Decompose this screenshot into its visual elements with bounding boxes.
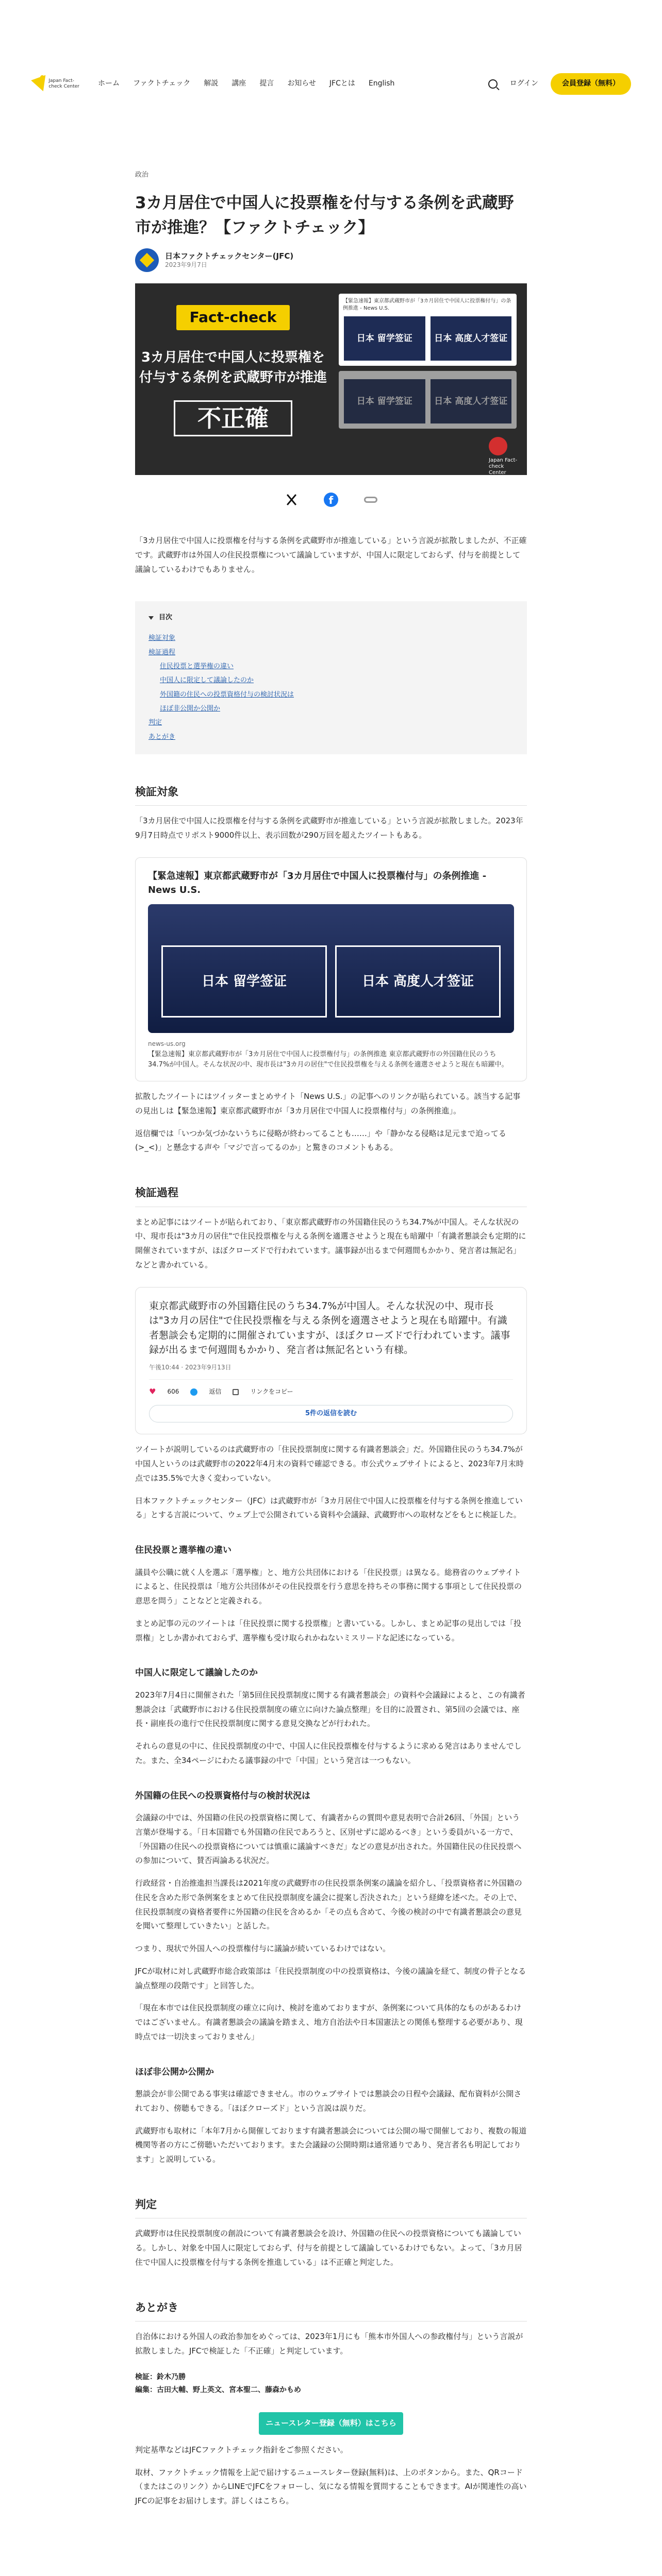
read-replies-button[interactable]: 5件の返信を読む bbox=[149, 1405, 513, 1422]
credit-verifier: 検証：鈴木乃勝 bbox=[135, 2372, 186, 2381]
hero-visa-left-2: 日本 留学签证 bbox=[343, 378, 426, 425]
tweet-timestamp[interactable]: 午後10:44 · 2023年9月13日 bbox=[149, 1363, 231, 1371]
hero-headline: 3カ月居住で中国人に投票権を付与する条例を武蔵野市が推進 bbox=[139, 349, 327, 385]
toc-toggle[interactable] bbox=[148, 612, 514, 624]
site-header bbox=[0, 56, 662, 112]
nav-home[interactable]: ホーム bbox=[98, 79, 120, 88]
paragraph: 取材、ファクトチェック情報を上記で届けするニュースレター登録(無料)は、上のボタンから。また、QRコード（またはこのリンク）からLINEでJFCをフォローし、気になる情報を質問することもできます。AIが関連性の高いJFCの記事をお届けします。詳しくはこちら。 bbox=[135, 2467, 527, 2506]
subsection-heading: 住民投票と選挙権の違い bbox=[135, 1545, 231, 1556]
tweet-text: 東京都武蔵野市の外国籍住民のうち34.7%が中国人。そんな状況の中、現市長は"3カ月の居住"で住民投票権を与える条例を適選させようと現在も暗躍中。有識者懇談会も定期的に開催されていますが、ほぼクローズドで行われています。議事録が出るまで何週間もかかり、発言者は無記名という有様。 bbox=[149, 1300, 510, 1355]
nav-news[interactable]: お知らせ bbox=[287, 79, 316, 88]
copy-link-icon[interactable] bbox=[364, 497, 377, 503]
section-heading: 検証過程 bbox=[135, 1185, 527, 1207]
publish-date: 2023年9月7日 bbox=[165, 261, 207, 269]
nav-factcheck[interactable]: ファクトチェック bbox=[133, 79, 191, 88]
toc-item[interactable]: ほぼ非公開か公開か bbox=[160, 704, 221, 713]
tweet-actions bbox=[149, 1379, 513, 1399]
author-name[interactable]: 日本ファクトチェックセンター(JFC) bbox=[165, 251, 294, 261]
paragraph: 「現在本市では住民投票制度の確立に向け、検討を進めておりますが、条例案について具体的なものがあるわけではございません。有識者懇談会の議論を踏まえ、地方自治法や日本国憲法との関係も整理する必要があり、現時点では一切決まっておりません」 bbox=[135, 2003, 523, 2041]
subsection-heading: 中国人に限定して議論したのか bbox=[135, 1668, 258, 1679]
verdict-label: 不正確 bbox=[174, 400, 292, 436]
paragraph: 2023年7月4日に開催された「第5回住民投票制度に関する有識者懇談会」の資料や会議録によると、この有識者懇談会は「武蔵野市における住民投票制度の確立に向けた論点整理」を目的に設置され、第5回の会議では、座長・副座長の進行で住民投票制度に関する意見交換などが行われた。 bbox=[135, 1690, 525, 1728]
paragraph: 判定基準などはJFCファクトチェック指針をご参照ください。 bbox=[135, 2445, 348, 2454]
embed-visa-left: 日本 留学签证 bbox=[161, 945, 327, 1018]
table-of-contents bbox=[135, 601, 527, 754]
embed-domain: news-us.org bbox=[148, 1040, 186, 1047]
article-title: 3カ月居住で中国人に投票権を付与する条例を武蔵野市が推進？【ファクトチェック】 bbox=[135, 194, 514, 238]
paragraph: それらの意見の中に、住民投票制度の中で、中国人に住民投票権を付与するように求める発言はありませんでした。また、全34ページにわたる議事録の中で「中国」という発言は一つもない。 bbox=[135, 1741, 522, 1765]
hero-screenshot-card bbox=[339, 294, 517, 366]
paragraph: 拡散したツイートにはツイッターまとめサイト「News U.S.」の記事へのリンクが貼られている。該当する記事の見出しは【緊急速報】東京都武蔵野市が「3カ月居住で中国人に投票権付与」の条例推進」。 bbox=[135, 1092, 521, 1115]
triangle-down-icon bbox=[148, 616, 154, 620]
hero-visa-right: 日本 高度人才签证 bbox=[429, 315, 513, 362]
tweet-embed[interactable] bbox=[135, 1287, 527, 1435]
search-icon[interactable] bbox=[488, 79, 498, 89]
login-link[interactable]: ログイン bbox=[509, 79, 538, 88]
section-heading: あとがき bbox=[135, 2300, 527, 2322]
toc-item[interactable]: 外国籍の住民への投票資格付与の検討状況は bbox=[160, 690, 294, 699]
credit-editors: 編集：古田大輔、野上英文、宮本聖二、藤森かもめ bbox=[135, 2385, 301, 2394]
header-actions bbox=[488, 73, 631, 95]
article bbox=[135, 169, 527, 2509]
nav-explainer[interactable]: 解説 bbox=[204, 79, 219, 88]
link-embed-card[interactable] bbox=[135, 857, 527, 1081]
facebook-share-icon[interactable]: f bbox=[324, 493, 338, 507]
section-heading: 判定 bbox=[135, 2197, 527, 2219]
share-bar bbox=[135, 493, 527, 507]
embed-description: 【緊急速報】東京都武蔵野市が「3カ月居住で中国人に投票権付与」の条例推進 東京都武蔵野市の外国籍住民のうち34.7%が中国人。そんな状況の中、現市長は"3カ月の居住"で住民投票権を与える条例を適選させようと現在も暗躍中。 bbox=[148, 1050, 508, 1069]
hero-screenshot-card-faded bbox=[339, 371, 517, 429]
jfc-logo[interactable] bbox=[31, 74, 88, 94]
paragraph: 武蔵野市も取材に「本年7月から開催しております有識者懇談会については公開の場で開催しており、複数の報道機関等者の方にご傍聴いただいております。また会議録の公開時期は通常通りであり、発言者名も明記しております」と説明している。 bbox=[135, 2126, 527, 2164]
paragraph: まとめ記事の元のツイートは「住民投票に関する投票権」と書いている。しかし、まとめ記事の見出しでは「投票権」としか書かれておらず、選挙権も受け取られかねないミスリードな記述になっている。 bbox=[135, 1618, 521, 1642]
nav-lecture[interactable]: 講座 bbox=[231, 79, 246, 88]
jfc-stamp: Japan Fact-check Center bbox=[489, 437, 520, 468]
paragraph: 懇談会が非公開である事実は確認できません。市のウェブサイトでは懇談会の日程や会議録、配布資料が公開されており、傍聴もできる。「ほぼクローズド」という言説は誤りだ。 bbox=[135, 2089, 522, 2113]
toc-item[interactable]: 検証過程 bbox=[148, 648, 176, 656]
member-register-button[interactable]: 会員登録（無料） bbox=[551, 73, 631, 95]
heart-icon[interactable]: ♥ bbox=[149, 1386, 156, 1396]
paragraph: JFCが取材に対し武蔵野市総合政策部は「住民投票制度の中の投票資格は、今後の議論を経て、制度の骨子となる論点整理の段階です」と回答した。 bbox=[135, 1966, 526, 1990]
like-count: 606 bbox=[167, 1388, 179, 1396]
toc-item[interactable]: 検証対象 bbox=[148, 634, 176, 642]
copy-link-label[interactable]: リンクをコピー bbox=[250, 1388, 293, 1396]
toc-item[interactable]: 中国人に限定して議論したのか bbox=[160, 676, 254, 685]
paragraph: 返信欄では「いつか気づかないうちに侵略が終わってることも……」や「静かなる侵略は足元まで迫ってる(>_<)」と懸念する声や「マジで言ってるのか」と驚きのコメントもある。 bbox=[135, 1128, 506, 1153]
paragraph: 自治体における外国人の政治参加をめぐっては、2023年1月にも「熊本市外国人への参政権付与」という言説が拡散しました。JFCで検証した「不正確」と判定しています。 bbox=[135, 2332, 523, 2355]
hero-visa-right-2: 日本 高度人才签证 bbox=[429, 378, 513, 425]
x-share-icon[interactable] bbox=[285, 493, 298, 506]
toc-item[interactable]: 判定 bbox=[148, 719, 162, 727]
nav-about[interactable]: JFCとは bbox=[329, 79, 355, 88]
main-nav bbox=[98, 77, 394, 91]
credits bbox=[135, 2371, 527, 2397]
embed-title: 【緊急速報】東京都武蔵野市が「3カ月居住で中国人に投票権付与」の条例推進 - News U.S. bbox=[148, 870, 487, 895]
embed-image bbox=[148, 904, 514, 1033]
paragraph: ツイートが説明しているのは武蔵野市の「住民投票制度に関する有識者懇談会」だ。外国籍住民のうち34.7%が中国人というのは武蔵野市の2022年4月末の資料で確認できる。市公式ウェブサイトによると、2023年7月末時点では35.5%で大きく変わっていない。 bbox=[135, 1445, 524, 1483]
newsletter-button[interactable]: ニュースレター登録（無料）はこちら bbox=[259, 2412, 403, 2435]
embed-visa-right: 日本 高度人才签证 bbox=[335, 945, 501, 1018]
reply-icon[interactable] bbox=[190, 1388, 197, 1396]
hero-visa-left: 日本 留学签证 bbox=[343, 315, 426, 362]
paragraph: 日本ファクトチェックセンター（JFC）は武蔵野市が「3カ月居住で中国人に投票権を付与する条例を推進している」とする言説について、ウェブ上で公開されている資料や会議録、武蔵野市への取材などをもとに検証した。 bbox=[135, 1496, 523, 1520]
author-row bbox=[135, 248, 527, 272]
article-category[interactable]: 政治 bbox=[135, 171, 149, 179]
logo-mark-icon bbox=[31, 74, 44, 94]
nav-proposal[interactable]: 提言 bbox=[259, 79, 274, 88]
paragraph: 武蔵野市は住民投票制度の創設について有識者懇談会を設け、外国籍の住民への投票資格についても議論している。しかし、対象を中国人に限定しておらず、付与を前提として議論しているわけでもない。よって、「3カ月居住で中国人に投票権を付与する条例を推進している」は不正確と判定した。 bbox=[135, 2229, 522, 2267]
hero-card-title: 【緊急速報】東京都武蔵野市が「3カ月居住で中国人に投票権付与」の条例推進 - News U.S. bbox=[343, 298, 511, 312]
paragraph: 「3カ月居住で中国人に投票権を付与する条例を武蔵野市が推進している」という言説が拡散しました。2023年9月7日時点でリポスト9000件以上、表示回数が290万回を超えたツイートもある。 bbox=[135, 816, 523, 840]
toc-item[interactable]: あとがき bbox=[148, 733, 176, 741]
section-heading: 検証対象 bbox=[135, 784, 527, 806]
toc-heading: 目次 bbox=[159, 614, 173, 622]
subsection-heading: 外国籍の住民への投票資格付与の検討状況は bbox=[135, 1790, 310, 1801]
paragraph: まとめ記事にはツイートが貼られており、「東京都武蔵野市の外国籍住民のうち34.7%が中国人。そんな状況の中、現市長は"3カ月の居住"で住民投票権を与える条例を適選させようと現在も暗躍中「有識者懇談会も定期的に開催されていますが、ほぼクローズドで行われています。議事録が出るまで何週間もかかり、発言者は無記名」などと書かれている。 bbox=[135, 1217, 526, 1269]
subsection-heading: ほぼ非公開か公開か bbox=[135, 2066, 214, 2077]
logo-text: Japan Fact-check Center bbox=[48, 78, 79, 89]
author-avatar bbox=[135, 248, 159, 272]
toc-item[interactable]: 住民投票と選挙権の違い bbox=[160, 663, 234, 671]
paragraph: 行政経営・自治推進担当課長は2021年度の武蔵野市の住民投票条例案の議論を紹介し、「投票資格者に外国籍の住民を含めた形で条例案をまとめて住民投票制度を議会に提案し否決された」という経緯を述べた。その上で、住民投票制度の資格者要件に外国籍の住民を含めるか「その点も含めて、今後の検討の中で有識者懇談会の意見を聞いて整理していきたい」と話した。 bbox=[135, 1878, 522, 1931]
paragraph: 議員や公職に就く人を選ぶ「選挙権」と、地方公共団体における「住民投票」は異なる。総務省のウェブサイトによると、住民投票は「地方公共団体がその住民投票を行う意思を持ちその事務に関する事項として住民投票の意思を問う」ことなどと定義される。 bbox=[135, 1567, 522, 1606]
copy-link-icon[interactable] bbox=[233, 1389, 239, 1395]
factcheck-badge: Fact-check bbox=[176, 305, 290, 330]
reply-label[interactable]: 返信 bbox=[209, 1388, 222, 1396]
hero-image bbox=[135, 283, 527, 475]
paragraph: つまり、現状で外国人への投票権付与に議論が続いているわけではない。 bbox=[135, 1944, 391, 1954]
lead-paragraph: 「3カ月居住で中国人に投票権を付与する条例を武蔵野市が推進している」という言説が拡散しましたが、不正確です。武蔵野市は外国人の住民投票権について議論していますが、中国人に限定しておらず、付与を前提として議論しているわけでもありません。 bbox=[135, 536, 527, 574]
paragraph: 会議録の中では、外国籍の住民の投票資格に関して、有識者からの質問や意見表明で合計26回、「外国」という言葉が登場する。「日本国籍でも外国籍の住民であろうと、区別せずに認めるべき」という委員がいる一方で、「外国籍の住民への投票資格については慎重に議論すべきだ」などの意見が出された。外国籍住民の住民投票への参加について、賛否両論ある状況だ。 bbox=[135, 1813, 522, 1866]
nav-english[interactable]: English bbox=[368, 79, 395, 88]
